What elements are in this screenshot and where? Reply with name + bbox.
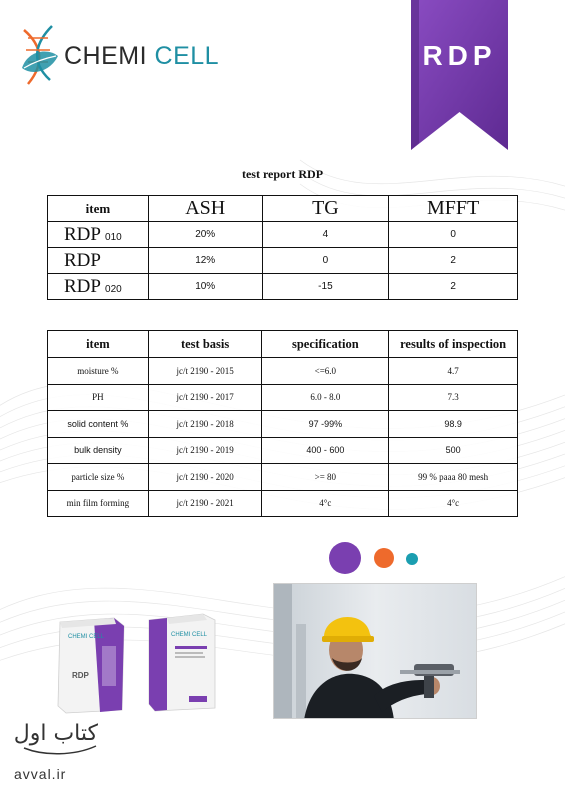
cell-result: 4.7	[389, 358, 518, 385]
worker-photo	[273, 583, 477, 719]
cell-basis: jc/t 2190 - 2015	[148, 358, 262, 385]
header-specification: specification	[262, 331, 389, 358]
header-mfft: MFFT	[389, 196, 518, 222]
cell-item: RDP	[48, 248, 149, 274]
cell-result: 99 % paaa 80 mesh	[389, 464, 518, 491]
cell-result: 4°c	[389, 490, 518, 517]
cell-mfft: 2	[389, 274, 518, 300]
cell-tg: 4	[262, 222, 389, 248]
watermark-text: کتاب اول	[14, 721, 98, 746]
table-row	[48, 358, 518, 385]
cell-tg: 0	[262, 248, 389, 274]
cell-basis: jc/t 2190 - 2021	[148, 490, 262, 517]
bag-logo-text: CHEMI CELL	[171, 632, 208, 638]
cell-mfft: 2	[389, 248, 518, 274]
brand-logo	[18, 20, 219, 92]
table-row	[48, 411, 518, 438]
inspection-table	[47, 330, 518, 517]
cell-ash: 20%	[148, 222, 262, 248]
cell-spec: 400 - 600	[262, 437, 389, 464]
bag-logo-text: CHEMI CELL	[68, 634, 105, 640]
table-header-row	[48, 331, 518, 358]
leaf-logo-icon	[18, 20, 60, 92]
cell-spec: 97 -99%	[262, 411, 389, 438]
cell-result: 7.3	[389, 384, 518, 411]
cell-result: 98.9	[389, 411, 518, 438]
cell-basis: jc/t 2190 - 2020	[148, 464, 262, 491]
header-item: item	[48, 331, 149, 358]
brand-name-part1: CHEMI	[64, 41, 148, 70]
watermark-logo	[14, 710, 104, 764]
header-ash: ASH	[148, 196, 262, 222]
summary-table	[47, 195, 518, 300]
product-code-label: RDP	[422, 40, 497, 71]
cell-ash: 12%	[148, 248, 262, 274]
table-row	[48, 464, 518, 491]
header-tg: TG	[262, 196, 389, 222]
cell-spec: 6.0 - 8.0	[262, 384, 389, 411]
table-row	[48, 490, 518, 517]
report-title: test report RDP	[241, 167, 324, 181]
cell-spec: 4°c	[262, 490, 389, 517]
product-bag	[54, 616, 128, 714]
bag-label: RDP	[72, 671, 89, 680]
cell-item: moisture %	[48, 358, 149, 385]
cell-spec: <=6.0	[262, 358, 389, 385]
brand-name	[64, 42, 219, 71]
header-results: results of inspection	[389, 331, 518, 358]
cell-item: particle size %	[48, 464, 149, 491]
cell-result: 500	[389, 437, 518, 464]
table-header-row	[48, 196, 518, 222]
cell-basis: jc/t 2190 - 2017	[148, 384, 262, 411]
table-row	[48, 384, 518, 411]
table-row	[48, 248, 518, 274]
header-item: item	[48, 196, 149, 222]
brand-name-part2: CELL	[154, 41, 220, 70]
cell-ash: 10%	[148, 274, 262, 300]
cell-item: RDP 020	[48, 274, 149, 300]
cell-item: bulk density	[48, 437, 149, 464]
cell-item: PH	[48, 384, 149, 411]
cell-item: RDP 010	[48, 222, 149, 248]
cell-item: min film forming	[48, 490, 149, 517]
header-test-basis: test basis	[148, 331, 262, 358]
cell-mfft: 0	[389, 222, 518, 248]
table-row	[48, 274, 518, 300]
cell-spec: >= 80	[262, 464, 389, 491]
product-bag	[145, 612, 221, 712]
cell-tg: -15	[262, 274, 389, 300]
cell-basis: jc/t 2190 - 2018	[148, 411, 262, 438]
watermark-url: avval.ir	[14, 766, 67, 782]
cell-item: solid content %	[48, 411, 149, 438]
table-row	[48, 437, 518, 464]
cell-basis: jc/t 2190 - 2019	[148, 437, 262, 464]
ribbon-bookmark	[411, 0, 508, 150]
table-row	[48, 222, 518, 248]
